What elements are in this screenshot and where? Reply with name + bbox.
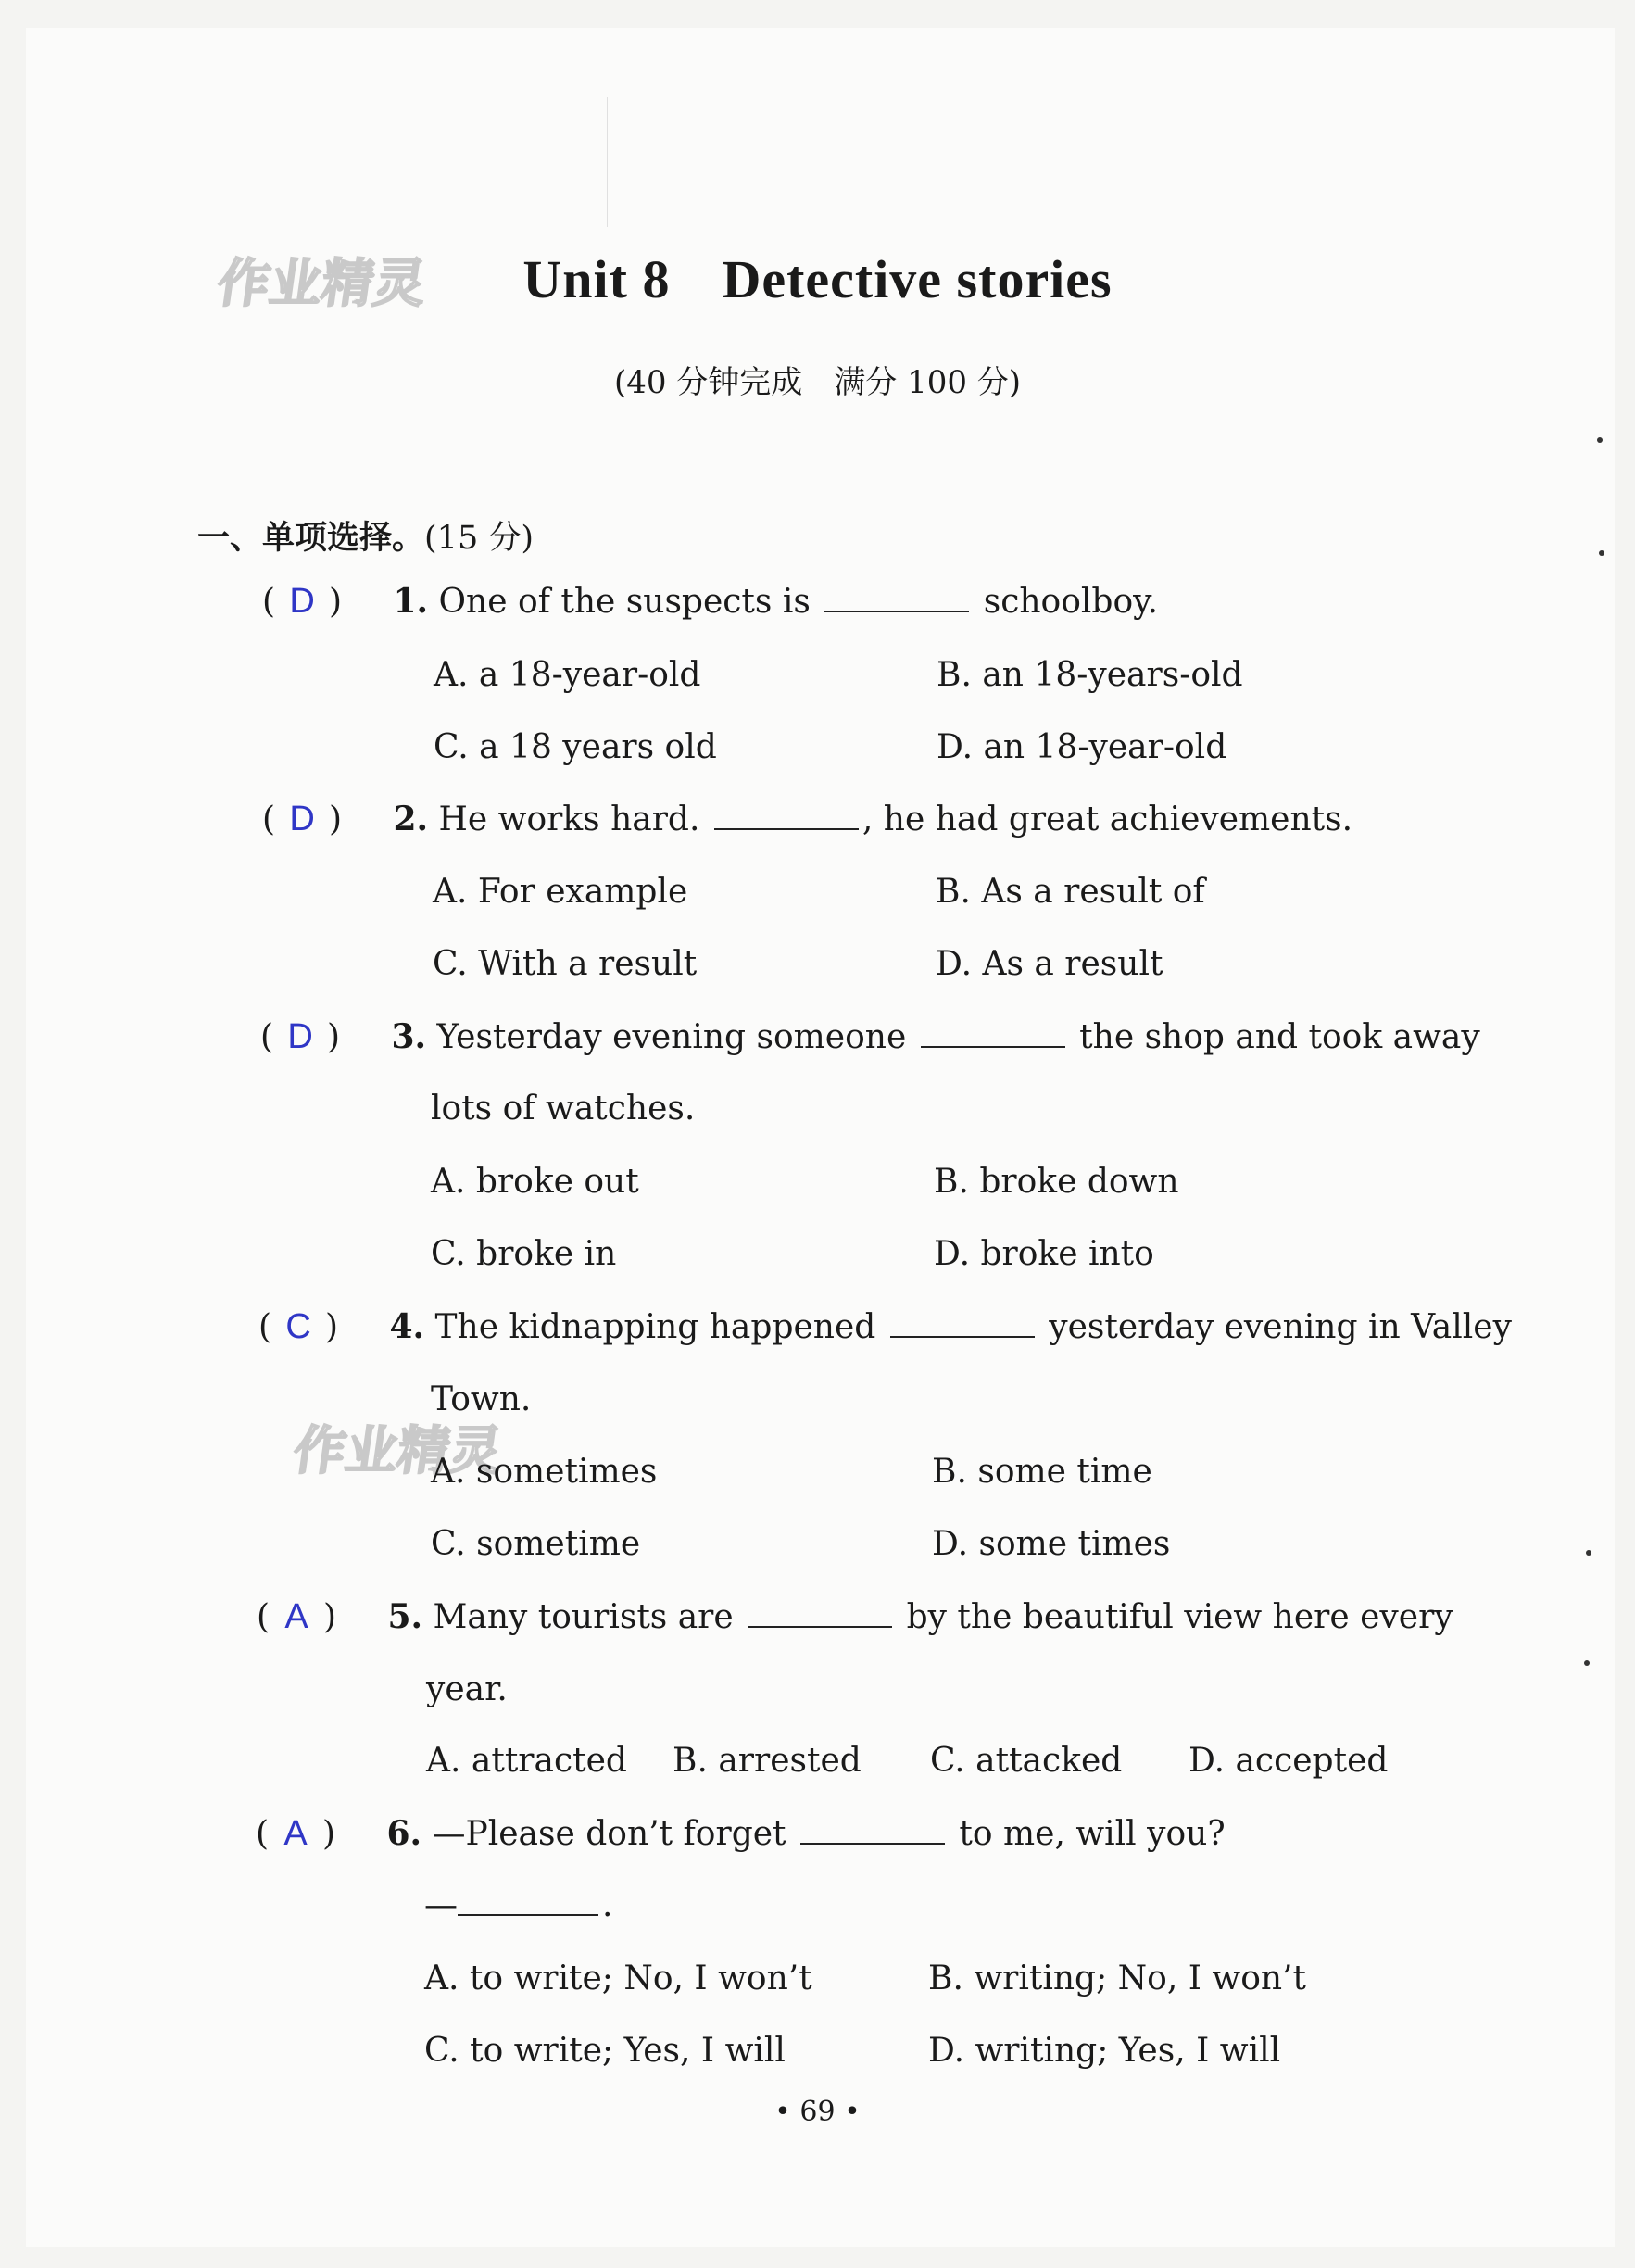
option-5b: B. arrested — [673, 1742, 862, 1780]
question-3-continuation: lots of watches. — [431, 1090, 696, 1128]
question-3 — [260, 1017, 1480, 1057]
option-2c: C. With a result — [433, 945, 698, 983]
option-4d: D. some times — [932, 1525, 1171, 1563]
option-2b: B. As a result of — [936, 873, 1205, 911]
answer-paren: ( D ) — [262, 582, 343, 621]
scan-speck — [1599, 550, 1604, 556]
question-text: Many tourists are — [433, 1598, 734, 1636]
question-text-end: by the beautiful view here every — [906, 1598, 1453, 1636]
answer-blank — [800, 1815, 945, 1845]
answer-blank — [824, 583, 969, 612]
option-6d: D. writing; Yes, I will — [928, 2032, 1281, 2070]
option-1d: D. an 18-year-old — [937, 728, 1227, 766]
answer-2: D — [289, 800, 315, 838]
question-text-end: the shop and took away — [1079, 1018, 1480, 1056]
question-text-end: , he had great achievements. — [862, 800, 1353, 838]
answer-4: C — [285, 1307, 311, 1346]
option-3a: A. broke out — [431, 1163, 639, 1201]
option-4a: A. sometimes — [431, 1453, 658, 1491]
question-2 — [262, 800, 1352, 839]
option-2a: A. For example — [433, 873, 688, 911]
answer-5: A — [284, 1597, 308, 1636]
answer-3: D — [287, 1017, 313, 1056]
option-6c: C. to write; Yes, I will — [424, 2032, 786, 2070]
option-3d: D. broke into — [934, 1235, 1154, 1273]
page-number: • 69 • — [774, 2096, 861, 2128]
option-3c: C. broke in — [431, 1235, 617, 1273]
question-text: He works hard. — [438, 800, 700, 838]
question-number: 2. — [393, 800, 429, 838]
question-text: —Please don’t forget — [432, 1815, 786, 1853]
option-5a: A. attracted — [426, 1742, 627, 1780]
option-6b: B. writing; No, I won’t — [928, 1959, 1306, 1997]
answer-6: A — [283, 1814, 308, 1853]
option-1c: C. a 18 years old — [434, 728, 717, 766]
question-5-continuation: year. — [426, 1670, 508, 1708]
option-4b: B. some time — [932, 1453, 1152, 1491]
answer-blank — [890, 1308, 1035, 1338]
option-1a: A. a 18-year-old — [434, 656, 701, 694]
unit-name: Detective stories — [722, 249, 1113, 309]
section-heading — [197, 512, 534, 559]
question-text: The kidnapping happened — [434, 1308, 876, 1346]
question-number: 5. — [387, 1597, 423, 1636]
answer-paren: ( C ) — [258, 1307, 339, 1346]
option-5c: C. attacked — [930, 1742, 1123, 1780]
answer-blank — [921, 1018, 1065, 1048]
question-5 — [257, 1597, 1453, 1637]
answer-1: D — [289, 582, 315, 621]
answer-blank — [748, 1598, 892, 1628]
dialogue-dash: — — [424, 1886, 458, 1924]
question-text: One of the suspects is — [438, 583, 811, 621]
watermark-middle: 作业精灵 — [289, 1421, 506, 1481]
scan-speck — [1586, 1550, 1591, 1556]
question-6-continuation: — . — [424, 1886, 613, 1924]
fold-line — [607, 97, 608, 227]
section-points: (15 分) — [424, 520, 534, 557]
option-1b: B. an 18-years-old — [937, 656, 1243, 694]
option-3b: B. broke down — [934, 1163, 1179, 1201]
question-number: 6. — [386, 1814, 422, 1853]
question-6 — [256, 1814, 1226, 1854]
subtitle: (40 分钟完成 满分 100 分) — [613, 364, 1022, 401]
scan-speck — [1584, 1660, 1590, 1666]
question-1 — [262, 582, 1158, 622]
option-6a: A. to write; No, I won’t — [424, 1959, 812, 1997]
watermark-top: 作业精灵 — [213, 254, 430, 314]
question-text-end: to me, will you? — [959, 1815, 1226, 1853]
question-number: 3. — [391, 1017, 427, 1056]
question-text-end: yesterday evening in Valley — [1049, 1308, 1512, 1346]
option-2d: D. As a result — [936, 945, 1163, 983]
scan-speck — [1597, 437, 1603, 443]
option-5d: D. accepted — [1189, 1742, 1389, 1780]
answer-blank — [458, 1886, 598, 1916]
question-number: 4. — [389, 1307, 425, 1346]
question-number: 1. — [393, 582, 429, 621]
answer-paren: ( A ) — [257, 1597, 337, 1636]
option-4c: C. sometime — [431, 1525, 641, 1563]
page-title — [0, 248, 1635, 310]
answer-paren: ( D ) — [260, 1017, 341, 1056]
answer-paren: ( A ) — [256, 1814, 336, 1853]
answer-paren: ( D ) — [262, 800, 343, 838]
section-label: 一、单项选择。 — [197, 519, 425, 557]
question-text: Yesterday evening someone — [436, 1018, 907, 1056]
answer-blank — [714, 800, 859, 830]
unit-label: Unit 8 — [522, 249, 671, 309]
question-text-end: schoolboy. — [983, 583, 1159, 621]
question-4-continuation: Town. — [431, 1380, 532, 1418]
question-4 — [258, 1307, 1512, 1347]
